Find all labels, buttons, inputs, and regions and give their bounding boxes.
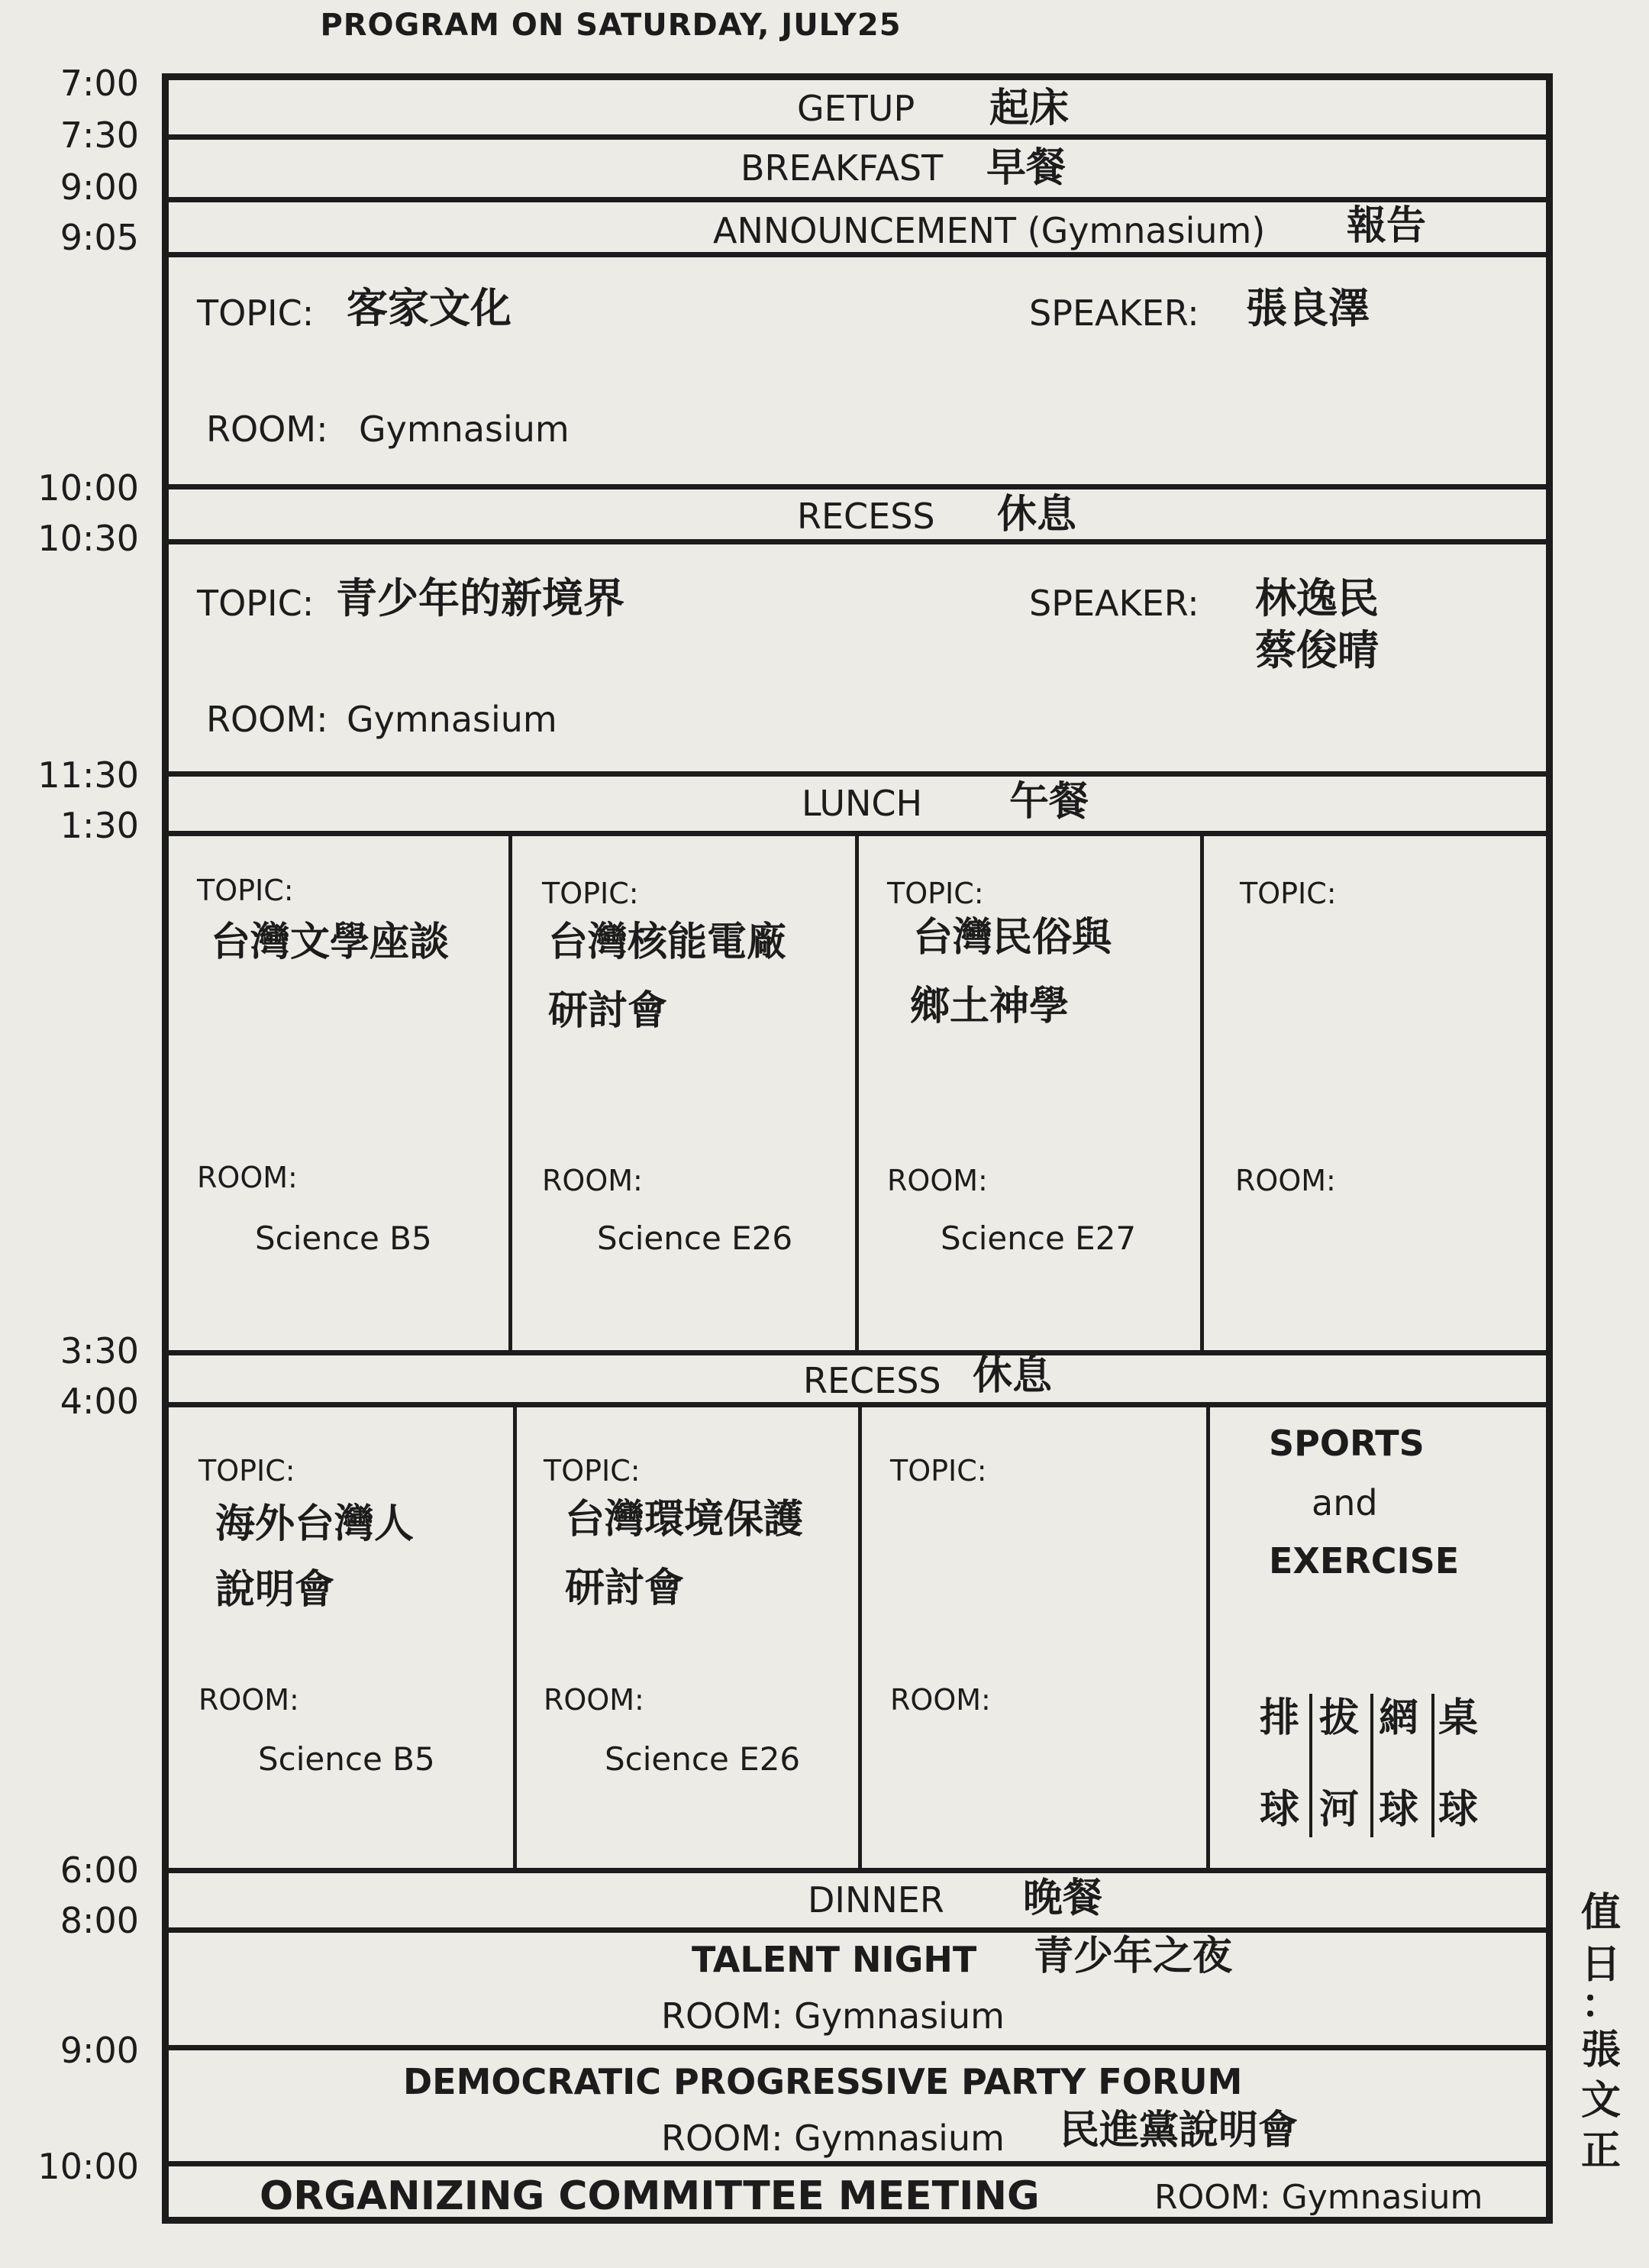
sport-volleyball: 排	[1260, 1695, 1300, 1741]
recess-label: RECESS	[797, 496, 935, 537]
workshop-room: Science E26	[605, 1740, 801, 1778]
time-label: 9:00	[60, 2030, 139, 2071]
topic-label: TOPIC:	[1240, 877, 1337, 910]
time-label: 6:00	[60, 1850, 139, 1891]
sport-table-tennis: 桌	[1438, 1695, 1479, 1741]
room-label: ROOM:	[197, 1161, 298, 1194]
topic-label: TOPIC:	[890, 1454, 987, 1488]
speaker-label: SPEAKER:	[1029, 292, 1199, 334]
workshop-room: Science E27	[941, 1220, 1137, 1257]
duty-char: 值	[1580, 1890, 1621, 1936]
room-label: ROOM:	[1235, 1164, 1336, 1197]
workshop-topic: 研討會	[565, 1565, 685, 1611]
time-label: 10:30	[37, 518, 139, 559]
topic-label: TOPIC:	[197, 583, 315, 624]
talent-night-label: TALENT NIGHT	[692, 1939, 977, 1980]
room-label: ROOM:	[544, 1683, 644, 1717]
duty-char: 文	[1580, 2078, 1621, 2124]
session-speaker: 林逸民	[1255, 574, 1379, 622]
sport-tennis: 網	[1379, 1695, 1419, 1741]
sports-and: and	[1312, 1482, 1378, 1523]
dpp-forum-label: DEMOCRATIC PROGRESSIVE PARTY FORUM	[403, 2061, 1243, 2102]
time-label: 3:30	[60, 1330, 139, 1371]
session-room: Gymnasium	[347, 699, 557, 740]
time-label: 9:00	[60, 166, 139, 208]
row-divider	[165, 2045, 1550, 2050]
breakfast-label: BREAKFAST	[741, 147, 944, 189]
dinner-label: DINNER	[808, 1879, 944, 1921]
workshop-topic: 說明會	[215, 1567, 335, 1613]
talent-night-label-zh: 青少年之夜	[1034, 1934, 1233, 1979]
sport-volleyball: 球	[1260, 1787, 1300, 1833]
sports-title: SPORTS	[1269, 1423, 1425, 1464]
committee-meeting-room: ROOM: Gymnasium	[1154, 2178, 1483, 2217]
session-topic: 青少年的新境界	[336, 574, 624, 622]
sports-divider	[1370, 1694, 1373, 1837]
topic-label: TOPIC:	[197, 292, 315, 334]
sport-tug-of-war: 拔	[1319, 1695, 1360, 1741]
sports-divider	[1431, 1694, 1434, 1837]
dpp-forum-room: ROOM: Gymnasium	[661, 2118, 1005, 2159]
announcement-label: ANNOUNCEMENT (Gymnasium)	[713, 210, 1266, 251]
committee-meeting-label: ORGANIZING COMMITTEE MEETING	[260, 2173, 1040, 2219]
getup-label-zh: 起床	[989, 86, 1070, 131]
row-divider	[165, 1927, 1550, 1933]
duty-char: 張	[1580, 2027, 1621, 2073]
dpp-forum-label-zh: 民進黨說明會	[1060, 2108, 1299, 2153]
duty-char: 日	[1580, 1942, 1621, 1988]
time-label: 8:00	[60, 1900, 139, 1941]
session-speaker: 蔡俊晴	[1255, 626, 1379, 674]
dinner-label-zh: 晚餐	[1023, 1875, 1103, 1921]
workshop-topic: 海外台灣人	[215, 1501, 415, 1547]
column-divider	[508, 835, 512, 1350]
time-label: 10:00	[37, 2146, 139, 2187]
time-label: 11:30	[37, 754, 139, 796]
topic-label: TOPIC:	[198, 1454, 295, 1488]
getup-label: GETUP	[797, 88, 915, 129]
sport-tug-of-war: 河	[1319, 1787, 1360, 1833]
room-label: ROOM:	[198, 1683, 299, 1717]
recess-label-zh: 休息	[973, 1353, 1053, 1399]
time-label: 9:05	[60, 217, 139, 258]
column-divider	[855, 835, 859, 1350]
time-label: 10:00	[37, 467, 139, 509]
row-divider	[165, 539, 1550, 544]
sport-table-tennis: 球	[1438, 1787, 1479, 1833]
lunch-label: LUNCH	[802, 783, 923, 824]
session-speaker: 張良澤	[1246, 284, 1370, 332]
duty-char: ：	[1580, 1982, 1621, 2027]
sports-exercise: EXERCISE	[1269, 1540, 1460, 1581]
announcement-label-zh: 報告	[1347, 203, 1427, 249]
talent-night-room: ROOM: Gymnasium	[661, 1995, 1005, 2037]
column-divider	[513, 1407, 517, 1868]
row-divider	[165, 252, 1550, 257]
time-label: 7:30	[60, 115, 139, 156]
column-divider	[858, 1407, 862, 1868]
lunch-label-zh: 午餐	[1009, 779, 1089, 825]
row-divider	[165, 197, 1550, 202]
workshop-topic: 台灣文學座談	[211, 919, 450, 965]
workshop-topic: 台灣民俗與	[913, 915, 1112, 961]
room-label: ROOM:	[890, 1683, 991, 1717]
sports-divider	[1309, 1694, 1312, 1837]
workshop-room: Science B5	[258, 1740, 435, 1778]
workshop-topic: 台灣環境保護	[565, 1497, 804, 1543]
room-label: ROOM:	[542, 1164, 643, 1197]
row-divider	[165, 1868, 1550, 1873]
time-label: 7:00	[60, 63, 139, 104]
workshop-room: Science E26	[597, 1220, 793, 1257]
topic-label: TOPIC:	[197, 874, 294, 907]
page-title: PROGRAM ON SATURDAY, JULY25	[320, 8, 902, 43]
topic-label: TOPIC:	[544, 1454, 641, 1488]
column-divider	[1200, 835, 1204, 1350]
row-divider	[165, 1402, 1550, 1407]
workshop-room: Science B5	[255, 1220, 432, 1257]
sport-tennis: 球	[1379, 1787, 1419, 1833]
time-label: 4:00	[60, 1381, 139, 1422]
workshop-topic: 研討會	[548, 988, 668, 1034]
row-divider	[165, 1350, 1550, 1355]
topic-label: TOPIC:	[542, 877, 639, 910]
session-topic: 客家文化	[347, 284, 511, 332]
row-divider	[165, 771, 1550, 777]
workshop-topic: 鄉土神學	[910, 984, 1070, 1029]
column-divider	[1206, 1407, 1210, 1868]
breakfast-label-zh: 早餐	[986, 145, 1067, 191]
speaker-label: SPEAKER:	[1029, 583, 1199, 624]
session-room: Gymnasium	[359, 409, 570, 450]
duty-char: 正	[1580, 2128, 1621, 2174]
row-divider	[165, 134, 1550, 140]
room-label: ROOM:	[206, 699, 328, 740]
topic-label: TOPIC:	[887, 877, 984, 910]
recess-label-zh: 休息	[997, 492, 1077, 538]
row-divider	[165, 484, 1550, 489]
room-label: ROOM:	[206, 409, 328, 450]
recess-label: RECESS	[803, 1360, 941, 1401]
workshop-topic: 台灣核能電廠	[548, 919, 787, 965]
room-label: ROOM:	[887, 1164, 988, 1197]
time-label: 1:30	[60, 805, 139, 846]
row-divider	[165, 2161, 1550, 2166]
